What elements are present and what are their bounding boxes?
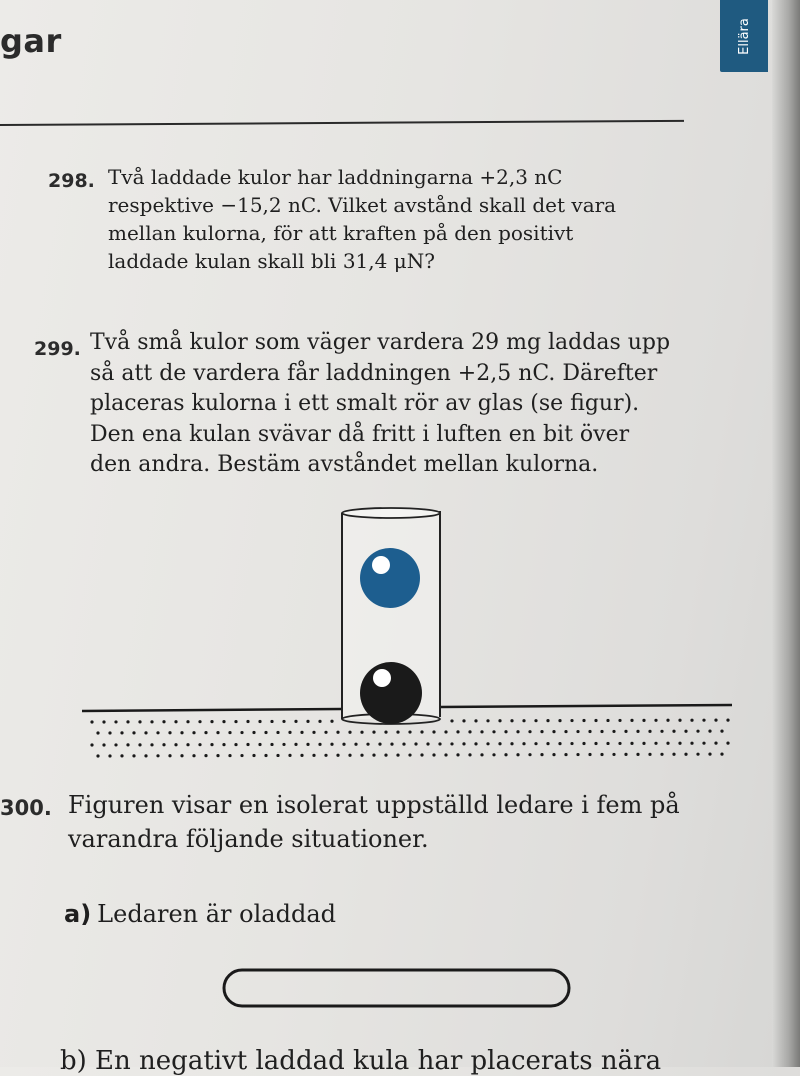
problem-line: den andra. Bestäm avståndet mellan kulorna. [90, 452, 599, 477]
cut-off-line: b) En negativt laddad kula har placerats nära [60, 1046, 662, 1076]
problem-number: 298. [48, 170, 95, 192]
problem-line: Två laddade kulor har laddningarna +2,3 nC [108, 165, 563, 189]
problem-line: laddade kulan skall bli 31,4 μN? [108, 249, 435, 273]
problem-line: så att de vardera får laddningen +2,5 nC. Därefter [90, 360, 658, 386]
problem-line: varandra följande situationer. [68, 825, 429, 853]
problem-number: 300. [0, 796, 52, 820]
conductor-rod [224, 970, 569, 1006]
chapter-title: gar [0, 22, 62, 60]
side-tab-label: Ellära [736, 17, 752, 55]
problem-line: Den ena kulan svävar då fritt i luften en bit över [90, 421, 630, 447]
problem-number: 299. [34, 338, 81, 360]
problem-line: Två små kulor som väger vardera 29 mg laddas upp [90, 330, 671, 355]
problem-line: placeras kulorna i ett smalt rör av glas (se figur). [90, 391, 640, 416]
subitem-text: Ledaren är oladdad [97, 900, 336, 928]
problem-line: mellan kulorna, för att kraften på den positivt [108, 221, 574, 245]
problem-line: respektive −15,2 nC. Vilket avstånd skall det vara [108, 193, 617, 217]
problem-line: Figuren visar en isolerat uppställd ledare i fem på [68, 791, 680, 819]
subitem-label: a) [64, 900, 92, 928]
